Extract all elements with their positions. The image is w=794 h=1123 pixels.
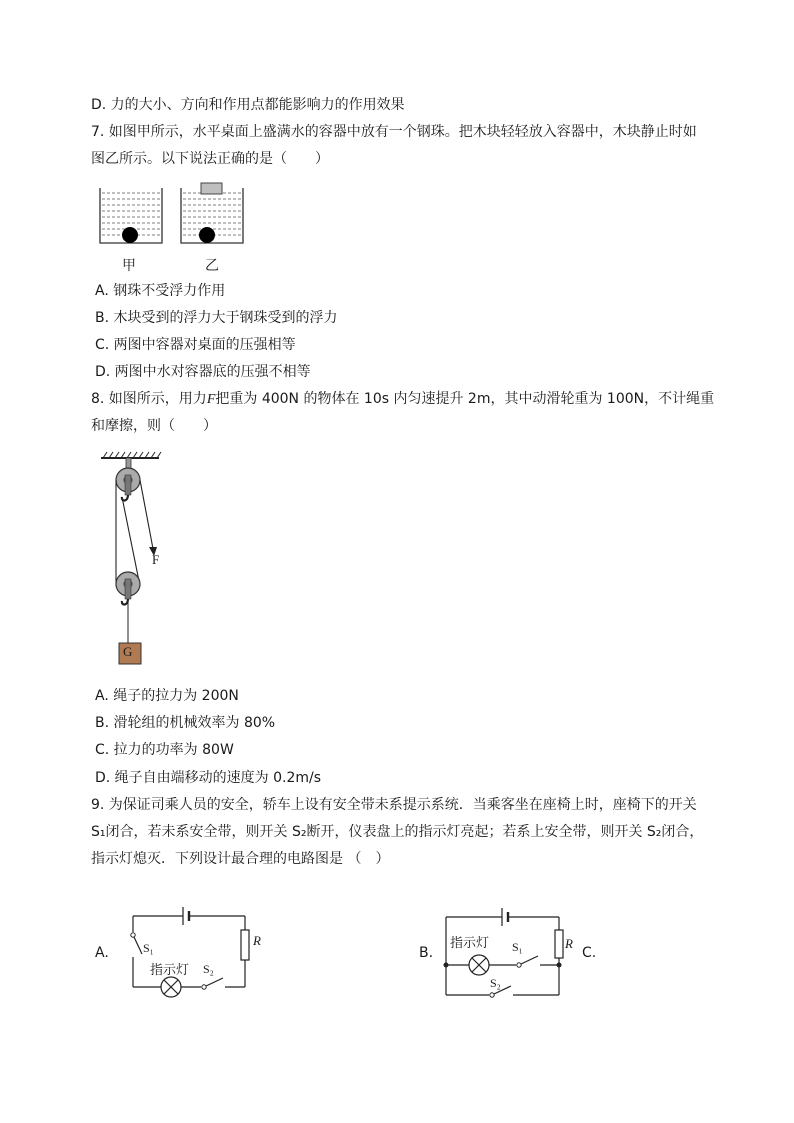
steel-ball-jia xyxy=(122,227,138,243)
q7-stem-line2: 图乙所示。以下说法正确的是（ ） xyxy=(91,151,329,167)
circuit-a-r: R xyxy=(253,933,261,948)
switch-s2 xyxy=(206,978,223,986)
steel-ball-yi xyxy=(199,227,215,243)
circuit-b-s1: S₁ xyxy=(512,940,523,954)
switch-s1 xyxy=(134,937,142,954)
circuit-a-s2: S₂ xyxy=(203,962,214,976)
q8-option-d: D. 绳子自由端移动的速度为 0.2m/s xyxy=(95,770,322,786)
circuit-b-r: R xyxy=(565,936,573,951)
circuit-c-label: C. xyxy=(582,945,597,961)
circuit-a-label: A. xyxy=(95,945,109,961)
circuit-b xyxy=(440,905,580,1005)
lamp xyxy=(469,955,489,975)
q7-option-d: D. 两图中水对容器底的压强不相等 xyxy=(95,364,311,380)
lamp xyxy=(161,977,181,997)
q8-pulley-figure xyxy=(95,450,175,670)
container-jia xyxy=(100,188,162,243)
q8-option-b: B. 滑轮组的机械效率为 80% xyxy=(95,715,276,731)
circuit-b-label: B. xyxy=(419,945,434,961)
resistor xyxy=(241,930,249,960)
q8-stem-line2: 和摩擦，则（ ） xyxy=(91,418,217,434)
force-symbol: F xyxy=(206,392,216,407)
q9-stem-line2: S₁闭合，若未系安全带，则开关 S₂断开，仪表盘上的指示灯亮起；若系上安全带，则开关 S₂闭合， xyxy=(91,824,704,840)
q8-option-a: A. 绳子的拉力为 200N xyxy=(95,688,239,704)
label-yi: 乙 xyxy=(205,258,219,274)
q9-stem-line1: 9. 为保证司乘人员的安全，轿车上设有安全带未系提示系统．当乘客坐在座椅上时，座椅下的开关 xyxy=(91,797,697,813)
q7-container-figure xyxy=(90,180,260,275)
q7-option-a: A. 钢珠不受浮力作用 xyxy=(95,283,226,299)
circuit-b-s2: S₂ xyxy=(490,976,501,990)
q8-stem-line1: 8. 如图所示，用力F把重为 400N 的物体在 10s 内匀速提升 2m，其中动滑轮重为 100N，不计绳重 xyxy=(91,391,715,407)
weight-label: G xyxy=(123,644,133,659)
circuit-a-s1: S₁ xyxy=(143,941,154,955)
wood-block xyxy=(201,183,222,194)
container-yi xyxy=(181,183,243,243)
q7-option-c: C. 两图中容器对桌面的压强相等 xyxy=(95,337,296,353)
circuit-b-lamp-label: 指示灯 xyxy=(450,936,490,951)
switch-s1 xyxy=(521,956,538,964)
resistor xyxy=(555,930,563,958)
q9-stem-line3: 指示灯熄灭．下列设计最合理的电路图是 （ ） xyxy=(91,851,390,867)
force-label: F xyxy=(152,552,160,567)
circuit-a-lamp-label: 指示灯 xyxy=(150,963,190,978)
q7-stem-line1: 7. 如图甲所示，水平桌面上盛满水的容器中放有一个钢珠。把木块轻轻放入容器中，木块静止时如 xyxy=(91,124,697,140)
q6-option-d: D. 力的大小、方向和作用点都能影响力的作用效果 xyxy=(91,97,405,113)
q7-option-b: B. 木块受到的浮力大于钢珠受到的浮力 xyxy=(95,310,338,326)
label-jia: 甲 xyxy=(122,258,136,274)
q8-option-c: C. 拉力的功率为 80W xyxy=(95,742,234,758)
